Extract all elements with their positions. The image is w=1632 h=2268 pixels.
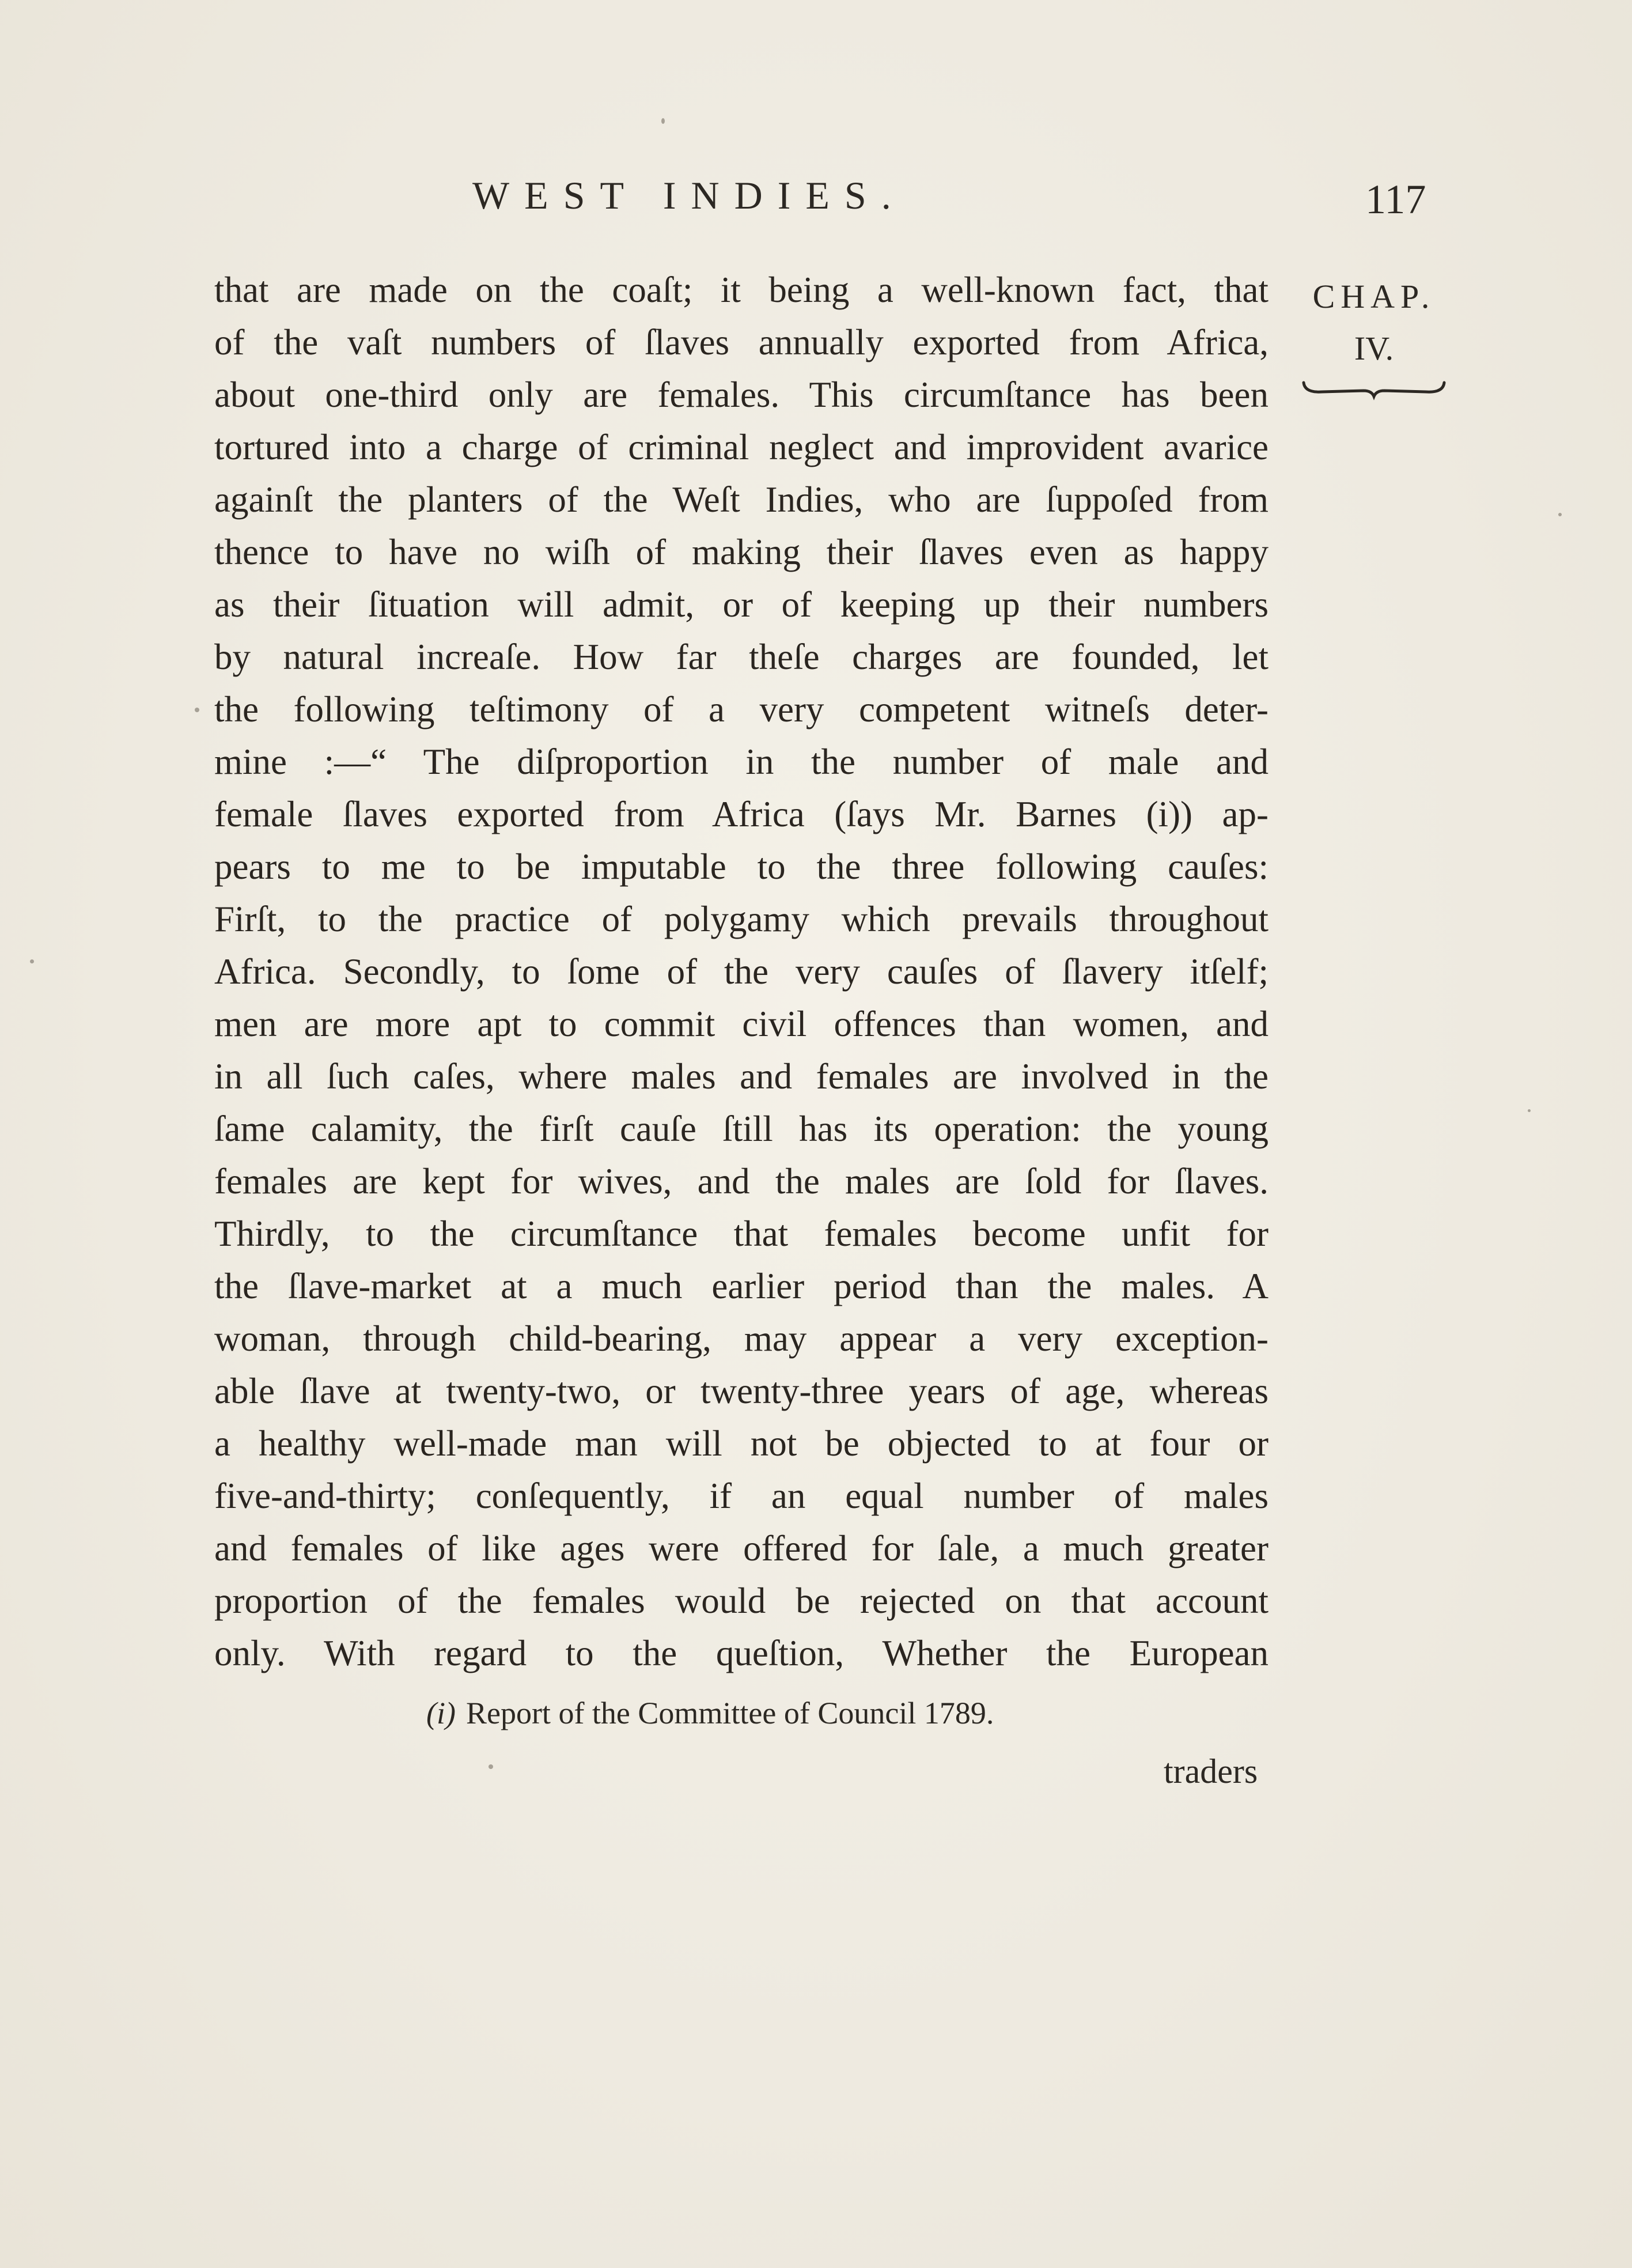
text-line: that are made on the coaſt; it being a well-known fact, that (214, 270, 1269, 310)
text-line: mine :—“ The diſproportion in the number of male and (214, 742, 1269, 782)
text-line: Thirdly, to the circumſtance that females become unfit for (214, 1214, 1269, 1254)
text-line: thence to have no wiſh of making their ſlaves even as happy (214, 532, 1269, 572)
text-line: the following teſtimony of a very competent witneſs deter- (214, 689, 1269, 729)
text-line: as their ſituation will admit, or of keeping up their numbers (214, 584, 1269, 625)
page-number: 117 (1365, 176, 1426, 222)
running-head: WEST INDIES. (472, 173, 906, 217)
chapter-marginal-note (1299, 271, 1449, 401)
text-line: female ſlaves exported from Africa (ſays Mr. Barnes (i)) ap- (214, 794, 1269, 834)
paper-speck (30, 959, 34, 963)
text-line: able ſlave at twenty-two, or twenty-three years of age, whereas (214, 1371, 1269, 1411)
text-line: and females of like ages were offered for ſale, a much greater (214, 1528, 1269, 1568)
text-line: five-and-thirty; conſequently, if an equal number of males (214, 1476, 1269, 1516)
paper-speck (489, 1764, 493, 1769)
paper-speck (661, 118, 665, 124)
catchword: traders (1164, 1752, 1258, 1790)
text-line: proportion of the females would be rejected on that account (214, 1581, 1269, 1621)
text-line: woman, through child-bearing, may appear a very exception- (214, 1318, 1269, 1359)
brace-ornament-icon (1299, 378, 1449, 401)
text-line: tortured into a charge of criminal neglect and improvident avarice (214, 427, 1269, 467)
text-line: in all ſuch caſes, where males and females are involved in the (214, 1056, 1269, 1097)
chapter-label: CHAP. (1312, 278, 1436, 315)
text-line: by natural increaſe. How far theſe charges are founded, let (214, 637, 1269, 677)
chapter-number: IV. (1354, 330, 1394, 367)
text-line: only. With regard to the queſtion, Whether the European (214, 1633, 1269, 1673)
text-line: men are more apt to commit civil offences than women, and (214, 1004, 1269, 1044)
text-line: of the vaſt numbers of ſlaves annually exported from Africa, (214, 322, 1269, 362)
body-text (214, 264, 1269, 1680)
text-line: females are kept for wives, and the males are ſold for ſlaves. (214, 1161, 1269, 1201)
text-line: the ſlave-market at a much earlier period than the males. A (214, 1266, 1269, 1306)
footnote-text: Report of the Committee of Council 1789. (465, 1696, 994, 1730)
text-line: Firſt, to the practice of polygamy which prevails throughout (214, 899, 1269, 939)
text-line: pears to me to be imputable to the three following cauſes: (214, 846, 1269, 887)
paper-speck (195, 708, 199, 712)
text-line: Africa. Secondly, to ſome of the very cauſes of ſlavery itſelf; (214, 951, 1269, 992)
text-line: about one-third only are females. This circumſtance has been (214, 375, 1269, 415)
paper-speck (1528, 1109, 1531, 1112)
footnote (426, 1695, 994, 1731)
paper-speck (1558, 513, 1562, 516)
text-line: againſt the planters of the Weſt Indies, who are ſuppoſed from (214, 479, 1269, 520)
footnote-mark: (i) (426, 1696, 456, 1730)
text-line: ſame calamity, the firſt cauſe ſtill has its operation: the young (214, 1109, 1269, 1149)
text-line: a healthy well-made man will not be objected to at four or (214, 1423, 1269, 1464)
